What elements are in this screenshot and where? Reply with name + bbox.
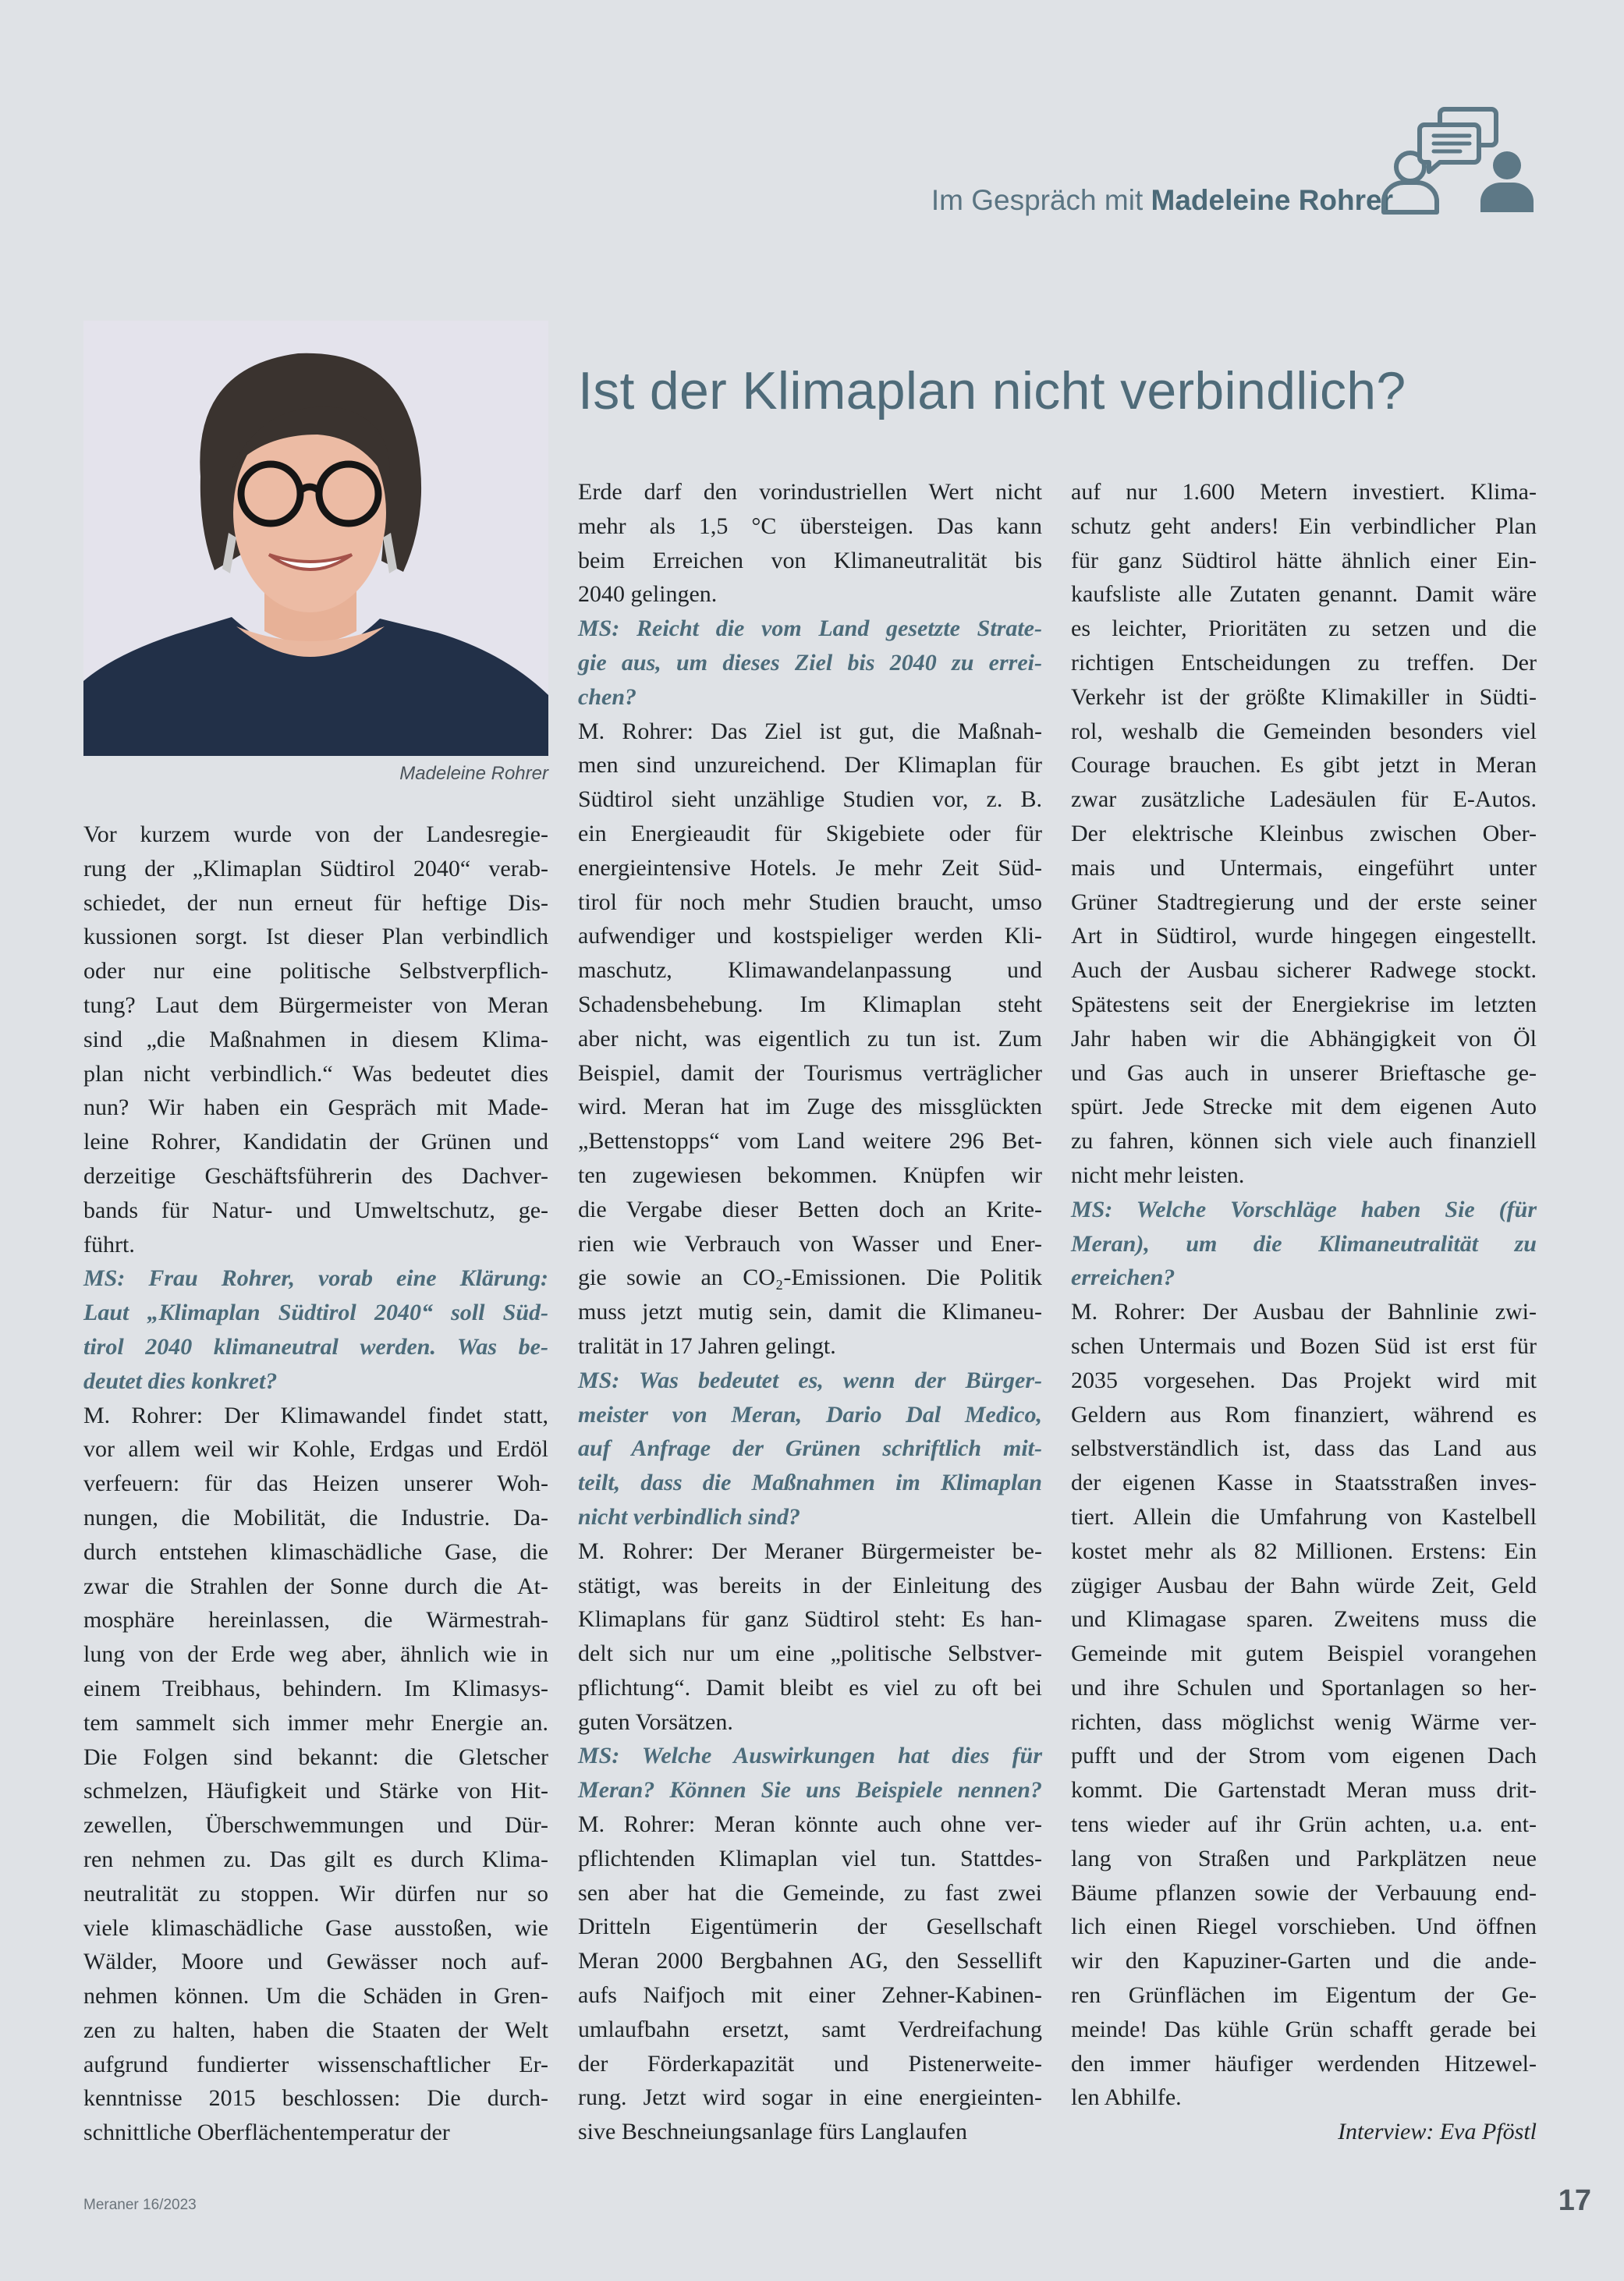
text-line: Courage brauchen. Es gibt jetzt in Meran xyxy=(1071,752,1537,779)
text-line: kaufsliste alle Zutaten genannt. Damit wäre xyxy=(1071,581,1537,608)
text-line: Schadensbehebung. Im Klimaplan steht xyxy=(578,991,1042,1017)
text-line: neutralität zu stoppen. Wir dürfen nur so xyxy=(83,1880,548,1907)
text-line: richten, dass möglichst wenig Wärme ver- xyxy=(1071,1708,1537,1735)
text-line: pflichtung“. Damit bleibt es viel zu oft bei xyxy=(578,1674,1042,1701)
text-line: vor allem weil wir Kohle, Erdgas und Erdöl xyxy=(83,1436,548,1463)
photo-caption: Madeleine Rohrer xyxy=(399,763,548,784)
text-line: führt. xyxy=(83,1231,135,1258)
text-line: Beispiel, damit der Tourismus verträglicher xyxy=(578,1059,1042,1086)
text-line: 2035 vorgesehen. Das Projekt wird mit xyxy=(1071,1367,1537,1393)
question-line: MS: Reicht die vom Land gesetzte Strate- xyxy=(578,615,1042,642)
text-line: oder nur eine politische Selbstverpflich- xyxy=(83,958,548,984)
text-line: men sind unzureichend. Der Klimaplan für xyxy=(578,752,1042,779)
text-line: die Vergabe dieser Betten doch an Krite- xyxy=(578,1196,1042,1222)
text-line: Grüner Stadtregierung und der erste seiner xyxy=(1071,889,1537,915)
text-line: mehr als 1,5 °C übersteigen. Das kann xyxy=(578,513,1042,539)
text-line: bands für Natur- und Umweltschutz, ge- xyxy=(83,1197,548,1223)
question-line: nicht verbindlich sind? xyxy=(578,1503,801,1530)
text-line: tirol für noch mehr Studien braucht, umso xyxy=(578,889,1042,915)
text-line: ren nehmen zu. Das gilt es durch Klima- xyxy=(83,1846,548,1872)
text-line: nicht mehr leisten. xyxy=(1071,1162,1245,1188)
text-line: M. Rohrer: Meran könnte auch ohne ver- xyxy=(578,1811,1042,1838)
text-line: für ganz Südtirol hätte ähnlich einer Ein- xyxy=(1071,547,1537,573)
text-line: stätigt, was bereits in der Einleitung des xyxy=(578,1572,1042,1598)
text-line: zwar die Strahlen der Sonne durch die At- xyxy=(83,1573,548,1599)
text-line: M. Rohrer: Das Ziel ist gut, die Maßnah- xyxy=(578,718,1042,744)
text-line: nungen, die Mobilität, die Industrie. Da- xyxy=(83,1504,548,1531)
text-line: der eigenen Kasse in Staatsstraßen inves- xyxy=(1071,1470,1537,1496)
text-line: selbstverständlich ist, dass das Land aus xyxy=(1071,1435,1537,1462)
text-line: schen Untermais und Bozen Süd ist erst für xyxy=(1071,1332,1537,1359)
text-line: Dritteln Eigentümerin der Gesellschaft xyxy=(578,1914,1042,1940)
text-line: viele klimaschädliche Gase ausstoßen, wie xyxy=(83,1914,548,1941)
text-line: sive Beschneiungsanlage fürs Langlaufen xyxy=(578,2119,967,2145)
article-column-2 xyxy=(578,475,1042,2149)
text-line: und Gas auch in unserer Brieftasche ge- xyxy=(1071,1059,1537,1086)
text-line: Der elektrische Kleinbus zwischen Ober- xyxy=(1071,820,1537,846)
text-line: auf nur 1.600 Metern investiert. Klima- xyxy=(1071,479,1537,505)
text-line: aber nicht, was eigentlich zu tun ist. Zum xyxy=(578,1025,1042,1052)
text-line: ein Energieaudit für Skigebiete oder für xyxy=(578,820,1042,846)
text-line: rung der „Klimaplan Südtirol 2040“ verab- xyxy=(83,855,548,882)
text-line: Verkehr ist der größte Klimakiller in Südti- xyxy=(1071,683,1537,710)
text-line: und Klimagase sparen. Zweitens muss die xyxy=(1071,1606,1537,1633)
text-line: zügiger Ausbau der Bahn würde Zeit, Geld xyxy=(1071,1572,1537,1598)
section-header xyxy=(931,184,1393,217)
text-line: Interview: Eva Pföstl xyxy=(1338,2119,1537,2145)
question-line: meister von Meran, Dario Dal Medico, xyxy=(578,1401,1042,1428)
question-line: erreichen? xyxy=(1071,1265,1175,1291)
text-line: tung? Laut dem Bürgermeister von Meran xyxy=(83,992,548,1018)
portrait-photo xyxy=(83,321,548,756)
text-line: zu fahren, können sich viele auch finanziell xyxy=(1071,1128,1537,1155)
text-line: wird. Meran hat im Zuge des missglückten xyxy=(578,1094,1042,1120)
text-line: kommt. Die Gartenstadt Meran muss drit- xyxy=(1071,1777,1537,1804)
text-line: 2040 gelingen. xyxy=(578,581,718,608)
text-line: gie sowie an CO₂-Emissionen. Die Politik xyxy=(578,1265,1042,1291)
text-line: muss jetzt mutig sein, damit die Klimaneu- xyxy=(578,1299,1042,1325)
page-number: 17 xyxy=(1558,2184,1591,2217)
text-line: rung. Jetzt wird sogar in eine energieinten- xyxy=(578,2084,1042,2111)
conversation-icon xyxy=(1374,100,1538,217)
text-line: nehmen können. Um die Schäden in Gren- xyxy=(83,1983,548,2010)
text-line: Südtirol sieht unzählige Studien vor, z. B. xyxy=(578,786,1042,813)
text-line: wir den Kapuziner-Garten und die ande- xyxy=(1071,1948,1537,1974)
text-line: Spätestens seit der Energiekrise im letzten xyxy=(1071,991,1537,1017)
question-line: auf Anfrage der Grünen schriftlich mit- xyxy=(578,1435,1042,1462)
question-line: chen? xyxy=(578,683,636,710)
text-line: Bäume pflanzen sowie der Verbauung end- xyxy=(1071,1879,1537,1906)
text-line: tralität in 17 Jahren gelingt. xyxy=(578,1332,836,1359)
question-line: MS: Was bedeutet es, wenn der Bürger- xyxy=(578,1367,1042,1393)
text-line: Geldern aus Rom finanziert, während es xyxy=(1071,1401,1537,1428)
text-line: guten Vorsätzen. xyxy=(578,1708,733,1735)
question-line: Meran), um die Klimaneutralität zu xyxy=(1071,1230,1537,1257)
text-line: schiedet, der nun erneut für heftige Dis- xyxy=(83,889,548,916)
text-line: rien wie Verbrauch von Wasser und Ener- xyxy=(578,1230,1042,1257)
text-line: mosphäre hereinlassen, die Wärmestrah- xyxy=(83,1607,548,1634)
text-line: nun? Wir haben ein Gespräch mit Made- xyxy=(83,1094,548,1121)
publication-info: Meraner 16/2023 xyxy=(83,2197,197,2213)
question-line: deutet dies konkret? xyxy=(83,1368,278,1394)
text-line: ten zugewiesen bekommen. Knüpfen wir xyxy=(578,1162,1042,1188)
text-line: meinde! Das kühle Grün schafft gerade bei xyxy=(1071,2016,1537,2042)
article-title: Ist der Klimaplan nicht verbindlich? xyxy=(578,361,1406,420)
text-line: Meran 2000 Bergbahnen AG, den Sessellift xyxy=(578,1948,1042,1974)
text-line: tiert. Allein die Umfahrung von Kastelbell xyxy=(1071,1503,1537,1530)
header-interviewee-name: Madeleine Rohrer xyxy=(1151,184,1393,216)
text-line: beim Erreichen von Klimaneutralität bis xyxy=(578,547,1042,573)
text-line: M. Rohrer: Der Ausbau der Bahnlinie zwi- xyxy=(1071,1299,1537,1325)
header-prefix: Im Gespräch mit xyxy=(931,184,1144,216)
text-line: sind „die Maßnahmen in diesem Klima- xyxy=(83,1026,548,1052)
text-line: Auch der Ausbau sicherer Radwege stockt. xyxy=(1071,957,1537,984)
text-line: Klimaplans für ganz Südtirol steht: Es han- xyxy=(578,1606,1042,1633)
text-line: tens wieder auf ihr Grün achten, u.a. ent- xyxy=(1071,1811,1537,1838)
text-line: zen zu halten, haben die Staaten der Welt xyxy=(83,2017,548,2043)
text-line: durch entstehen klimaschädliche Gase, die xyxy=(83,1538,548,1565)
text-line: kussionen sorgt. Ist dieser Plan verbindlich xyxy=(83,924,548,950)
text-line: zewellen, Überschwemmungen und Dür- xyxy=(83,1812,548,1839)
question-line: MS: Welche Auswirkungen hat dies für xyxy=(578,1743,1042,1769)
text-line: kenntnisse 2015 beschlossen: Die durch- xyxy=(83,2085,548,2112)
text-line: Art in Südtirol, wurde hingegen eingestellt. xyxy=(1071,923,1537,949)
text-line: derzeitige Geschäftsführerin des Dachver- xyxy=(83,1162,548,1189)
text-line: zwar zusätzliche Ladesäulen für E-Autos. xyxy=(1071,786,1537,813)
text-line: verfeuern: für das Heizen unserer Woh- xyxy=(83,1470,548,1497)
article-column-3 xyxy=(1071,475,1537,2149)
question-line: tirol 2040 klimaneutral werden. Was be- xyxy=(83,1333,548,1360)
question-line: Meran? Können Sie uns Beispiele nennen? xyxy=(578,1777,1042,1804)
text-line: leine Rohrer, Kandidatin der Grünen und xyxy=(83,1129,548,1155)
text-line: Jahr haben wir die Abhängigkeit von Öl xyxy=(1071,1025,1537,1052)
text-line: Die Folgen sind bekannt: die Gletscher xyxy=(83,1744,548,1770)
question-line: Laut „Klimaplan Südtirol 2040“ soll Süd- xyxy=(83,1300,548,1326)
text-line: sen aber hat die Gemeinde, zu fast zwei xyxy=(578,1879,1042,1906)
question-line: teilt, dass die Maßnahmen im Klimaplan xyxy=(578,1470,1042,1496)
question-line: gie aus, um dieses Ziel bis 2040 zu errei- xyxy=(578,649,1042,676)
text-line: M. Rohrer: Der Meraner Bürgermeister be- xyxy=(578,1538,1042,1564)
text-line: Vor kurzem wurde von der Landesregie- xyxy=(83,821,548,847)
text-line: maschutz, Klimawandelanpassung und xyxy=(578,957,1042,984)
text-line: der Förderkapazität und Pistenerweite- xyxy=(578,2050,1042,2077)
text-line: Erde darf den vorindustriellen Wert nicht xyxy=(578,479,1042,505)
text-line: lang von Straßen und Parkplätzen neue xyxy=(1071,1845,1537,1871)
text-line: spürt. Jede Strecke mit dem eigenen Auto xyxy=(1071,1094,1537,1120)
text-line: mais und Untermais, eingeführt unter xyxy=(1071,854,1537,881)
question-line: MS: Welche Vorschläge haben Sie (für xyxy=(1071,1196,1537,1222)
text-line: schmelzen, Häufigkeit und Stärke von Hit- xyxy=(83,1778,548,1804)
question-line: MS: Frau Rohrer, vorab eine Klärung: xyxy=(83,1265,548,1292)
text-line: lich einen Riegel vorschieben. Und öffnen xyxy=(1071,1914,1537,1940)
text-line: pflichtenden Klimaplan viel tun. Stattdes- xyxy=(578,1845,1042,1871)
text-line: delt sich nur um eine „politische Selbstver- xyxy=(578,1641,1042,1667)
text-line: schutz geht anders! Ein verbindlicher Plan xyxy=(1071,513,1537,539)
text-line: und ihre Schulen und Sportanlagen so her- xyxy=(1071,1674,1537,1701)
text-line: aufs Naifjoch mit einer Zehner-Kabinen- xyxy=(578,1982,1042,2009)
text-line: plan nicht verbindlich.“ Was bedeutet dies xyxy=(83,1060,548,1087)
text-line: lung von der Erde weg aber, ähnlich wie in xyxy=(83,1641,548,1668)
text-line: tem sammelt sich immer mehr Energie an. xyxy=(83,1709,548,1736)
article-column-1 xyxy=(83,818,548,2150)
text-line: len Abhilfe. xyxy=(1071,2084,1182,2111)
text-line: umlaufbahn ersetzt, samt Verdreifachung xyxy=(578,2016,1042,2042)
text-line: ren Grünflächen im Eigentum der Ge- xyxy=(1071,1982,1537,2009)
text-line: aufwendiger und kostspieliger werden Kli- xyxy=(578,923,1042,949)
text-line: es leichter, Prioritäten zu setzen und die xyxy=(1071,615,1537,642)
text-line: energieintensive Hotels. Je mehr Zeit Süd- xyxy=(578,854,1042,881)
text-line: M. Rohrer: Der Klimawandel findet statt, xyxy=(83,1402,548,1428)
text-line: Wälder, Moore und Gewässer noch auf- xyxy=(83,1949,548,1975)
text-line: schnittliche Oberflächentemperatur der xyxy=(83,2120,450,2146)
text-line: aufgrund fundierter wissenschaftlicher Er- xyxy=(83,2051,548,2077)
text-line: pufft und der Strom vom eigenen Dach xyxy=(1071,1743,1537,1769)
text-line: richtigen Entscheidungen zu treffen. Der xyxy=(1071,649,1537,676)
text-line: Gemeinde mit gutem Beispiel vorangehen xyxy=(1071,1641,1537,1667)
text-line: kostet mehr als 82 Millionen. Erstens: Ein xyxy=(1071,1538,1537,1564)
text-line: den immer häufiger werdenden Hitzewel- xyxy=(1071,2050,1537,2077)
text-line: einem Treibhaus, behindern. Im Klimasys- xyxy=(83,1675,548,1701)
text-line: „Bettenstopps“ vom Land weitere 296 Bet- xyxy=(578,1128,1042,1155)
text-line: rol, weshalb die Gemeinden besonders viel xyxy=(1071,718,1537,744)
